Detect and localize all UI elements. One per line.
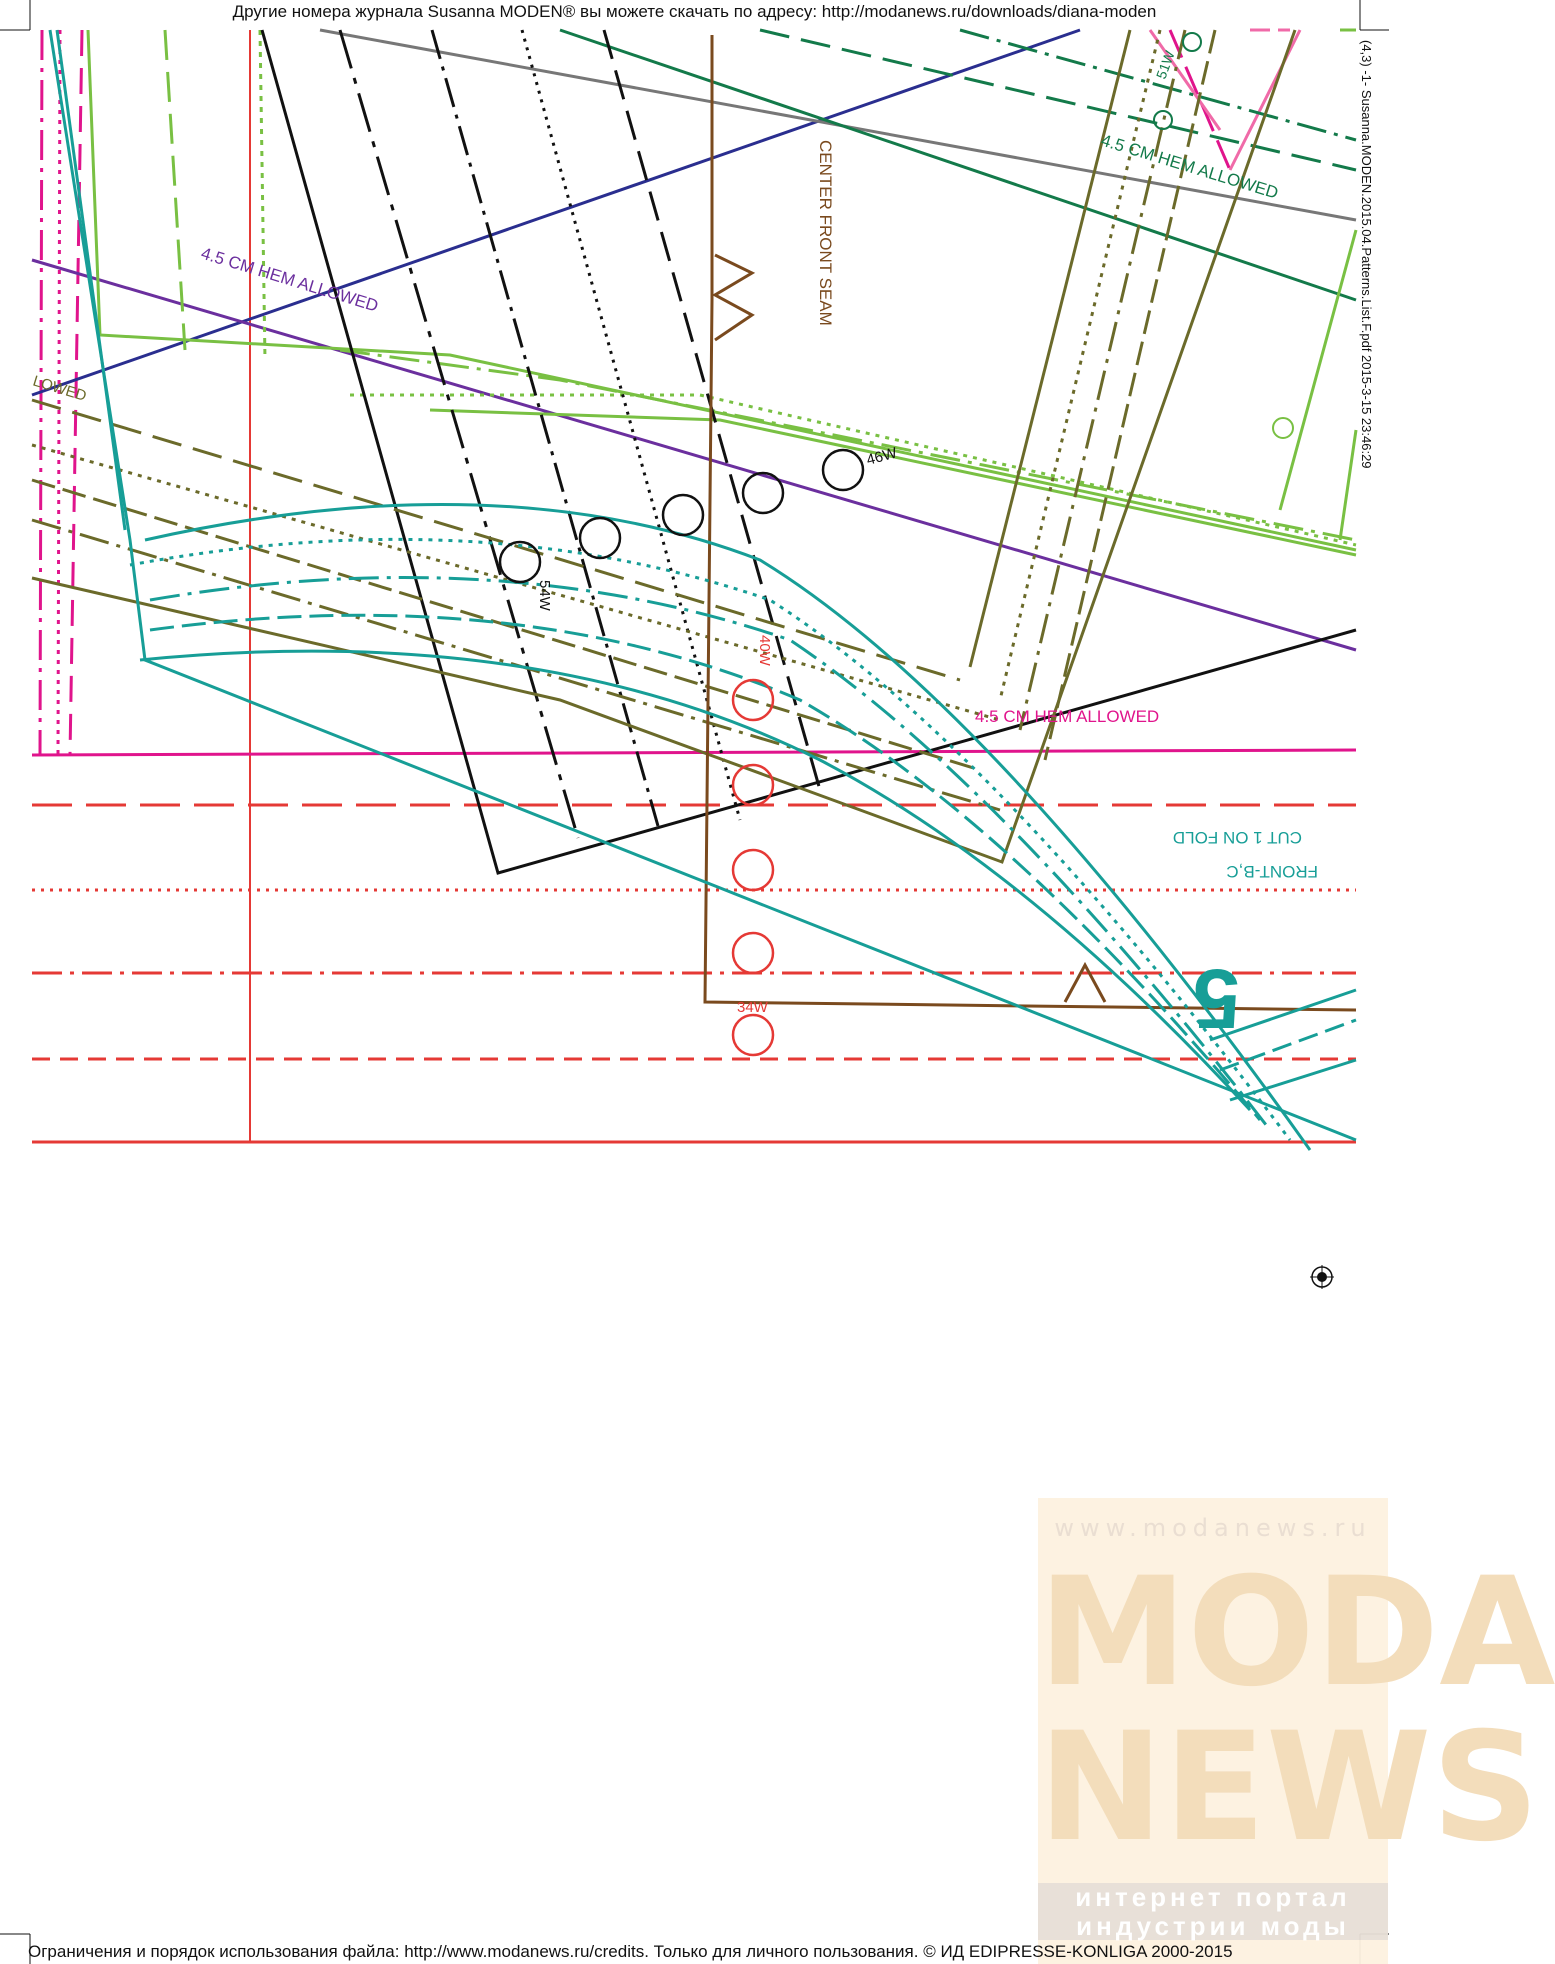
- watermark-url: www.modanews.ru: [1054, 1514, 1372, 1542]
- magenta-hem-line: [32, 750, 1356, 755]
- fold-lines: [32, 30, 1356, 1142]
- darkgreen-lines: [560, 30, 1356, 300]
- piece-number: 5: [1193, 952, 1240, 1046]
- size-label-34: 34W: [737, 999, 768, 1016]
- header-notice: Другие номера журнала Susanna MODEN® вы можете скачать по адресу: http://modanews.ru/downloads/diana-moden: [232, 2, 1157, 21]
- size-label-51: 51W: [1152, 48, 1178, 82]
- hem-label-mid: 4.5 CM HEM ALLOWED: [975, 707, 1160, 726]
- piece-name-label: FRONT-B,C: [1226, 862, 1318, 881]
- lowed-label: LOWED: [30, 372, 89, 405]
- purple-line: [32, 260, 1356, 650]
- green-marker: [1273, 418, 1293, 438]
- file-info-text: (4,3) -1- Susanna.MODEN.2015.04.Patterns.List.F.pdf 2015-3-15 23:46:29: [1359, 40, 1374, 469]
- size-label-54: 54W: [536, 580, 553, 611]
- watermark-slogan: [1038, 1883, 1388, 1940]
- teal-piece-lines: [50, 30, 1356, 1150]
- watermark-slogan-line2: индустрии моды: [1076, 1910, 1350, 1941]
- size-label-46: 46W: [864, 444, 899, 469]
- registration-mark-icon: [1310, 1265, 1334, 1289]
- hem-label-left: 4.5 CM HEM ALLOWED: [198, 243, 381, 316]
- size-label-40: 40W: [756, 635, 773, 666]
- watermark-line2: NEWS: [1038, 1701, 1540, 1875]
- watermark-line1: MODA: [1038, 1546, 1555, 1720]
- modanews-watermark: [1038, 1498, 1555, 1964]
- cut-note-label: CUT 1 ON FOLD: [1172, 828, 1302, 847]
- watermark-slogan-line1: интернет портал: [1075, 1882, 1351, 1912]
- pink-lines: [1150, 30, 1300, 170]
- size-markers-black: [500, 450, 863, 582]
- footer-notice: Ограничения и порядок использования файла: http://www.modanews.ru/credits. Только для личного пользования. © ИД EDIPRESSE-KONLIGA 2000-2015: [28, 1942, 1233, 1961]
- hem-label-top: 4.5 CM HEM ALLOWED: [1098, 130, 1281, 203]
- center-seam-label: CENTER FRONT SEAM: [816, 140, 835, 326]
